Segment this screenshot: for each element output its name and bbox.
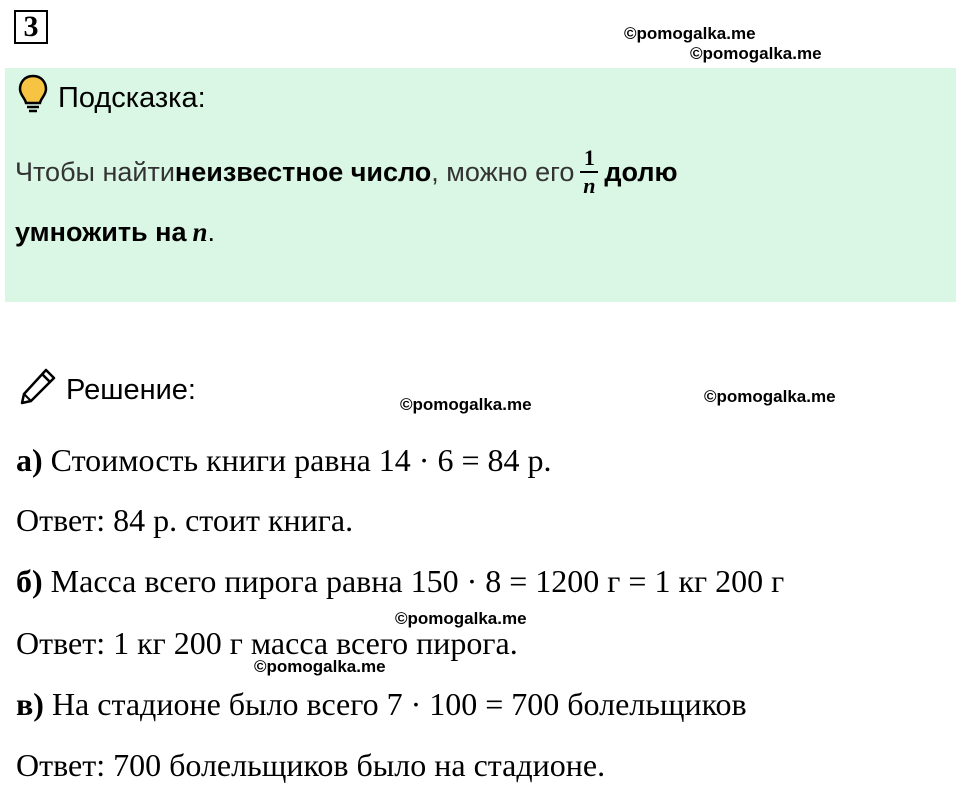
- watermark: ©pomogalka.me: [395, 609, 527, 628]
- hint-text-line2: умножить на n .: [15, 216, 216, 247]
- hint-header: [18, 78, 206, 118]
- hint-text-line1: Чтобы найти неизвестное число , можно его $\frac{1}{n}$ долю: [15, 145, 678, 198]
- solution-header: [18, 370, 196, 410]
- answer-line-a: Ответ: 84 р. стоит книга.: [16, 502, 354, 538]
- answer-line-b: Ответ: 1 кг 200 г масса всего пирога.: [16, 625, 518, 661]
- solution-line-a: а) Стоимость книги равна 14 · 6 = 84 р.: [16, 442, 552, 478]
- watermark: ©pomogalka.me: [400, 395, 532, 414]
- hint-title: Подсказка:: [58, 81, 206, 114]
- lightbulb-icon: [18, 74, 48, 122]
- solution-line-c: в) На стадионе было всего 7 · 100 = 700 болельщиков: [16, 686, 747, 722]
- solution-line-b: б) Масса всего пирога равна 150 · 8 = 1200 г = 1 кг 200 г: [16, 563, 785, 599]
- watermark: ©pomogalka.me: [254, 657, 386, 676]
- answer-line-c: Ответ: 700 болельщиков было на стадионе.: [16, 747, 606, 783]
- watermark: ©pomogalka.me: [704, 387, 836, 406]
- pencil-icon: [18, 366, 58, 414]
- watermark: ©pomogalka.me: [624, 24, 756, 43]
- fraction-1-over-n: $\frac{1}{n}$: [580, 146, 598, 198]
- task-number: 3: [14, 10, 48, 44]
- solution-title: Решение:: [66, 373, 196, 406]
- watermark: ©pomogalka.me: [690, 44, 822, 63]
